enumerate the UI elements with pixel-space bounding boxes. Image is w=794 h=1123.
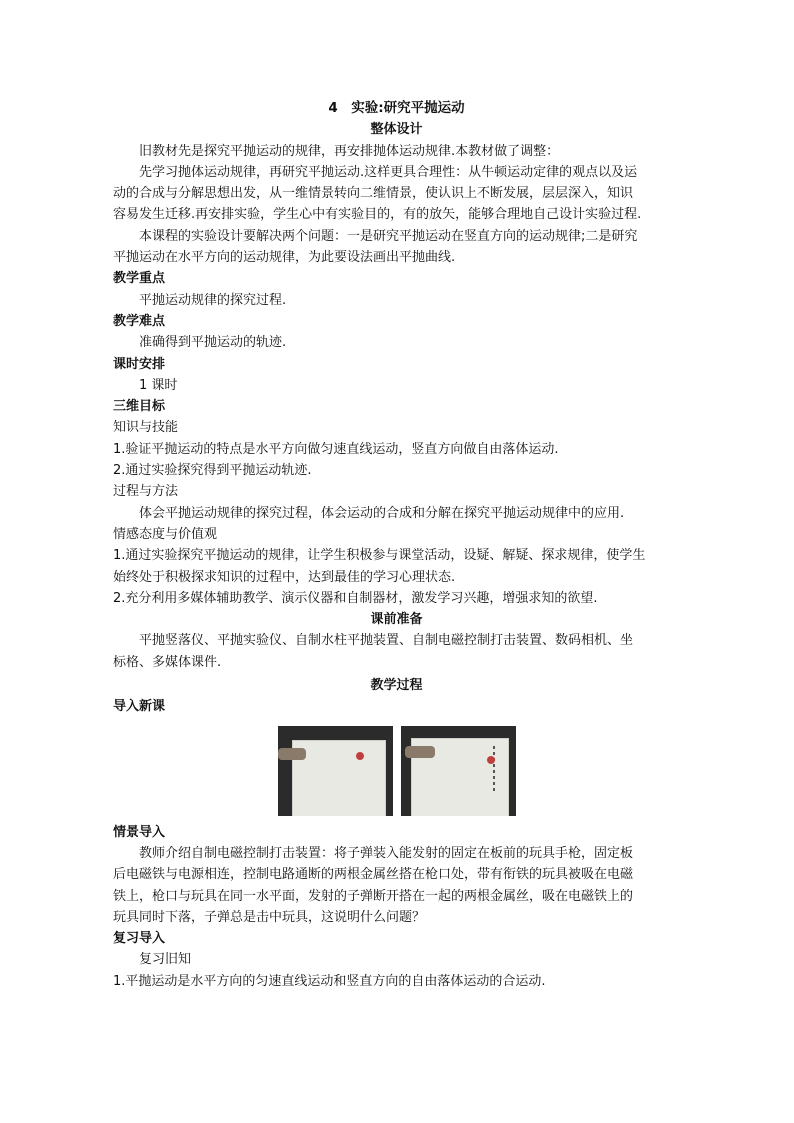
process-text: 体会平抛运动规律的探究过程，体会运动的合成和分解在探究平抛运动规律中的应用. bbox=[139, 505, 625, 521]
scene-line: 玩具同时下落，子弹总是击中玩具，这说明什么问题？ bbox=[113, 909, 426, 925]
intro-line: 平抛运动在水平方向的运动规律，为此要设法画出平抛曲线. bbox=[113, 250, 456, 266]
schedule-heading: 课时安排 bbox=[113, 356, 166, 372]
intro-line: 先学习抛体运动规律，再研究平抛运动.这样更具合理性：从牛顿运动定律的观点以及运 bbox=[139, 164, 638, 180]
difficulty-text: 准确得到平抛运动的轨迹. bbox=[139, 335, 287, 351]
attitude-item: 1.通过实验探究平抛运动的规律，让学生积极参与课堂活动，设疑、解疑、探求规律，使学生 bbox=[113, 548, 646, 564]
knowledge-item: 2.通过实验探究得到平抛运动轨迹. bbox=[113, 463, 312, 479]
knowledge-heading: 知识与技能 bbox=[113, 420, 179, 436]
attitude-heading: 情感态度与价值观 bbox=[113, 526, 218, 542]
scene-line: 后电磁铁与电源相连，控制电路通断的两根金属丝搭在枪口处，带有衔铁的玩具被吸在电磁 bbox=[113, 867, 634, 883]
process-heading: 过程与方法 bbox=[113, 484, 179, 500]
goals-heading: 三维目标 bbox=[113, 399, 166, 415]
document-title: 4 实验:研究平抛运动 bbox=[328, 100, 465, 116]
apparatus-photo-left bbox=[278, 726, 393, 816]
attitude-item: 2.充分利用多媒体辅助教学、演示仪器和自制器材，激发学习兴趣，增强求知的欲望. bbox=[113, 590, 598, 606]
apparatus-photo-right bbox=[401, 726, 516, 816]
document-page bbox=[113, 98, 680, 992]
intro-line: 动的合成与分解思想出发，从一维情景转向二维情景，使认识上不断发展，层层深入，知识 bbox=[113, 186, 634, 202]
difficulty-heading: 教学难点 bbox=[113, 313, 166, 329]
scene-line: 教师介绍自制电磁控制打击装置：将子弹装入能发射的固定在板前的玩具手枪，固定板 bbox=[139, 845, 634, 861]
intro-line: 本课程的实验设计要解决两个问题：一是研究平抛运动在竖直方向的运动规律;二是研究 bbox=[139, 228, 638, 244]
knowledge-item: 1.验证平抛运动的特点是水平方向做匀速直线运动，竖直方向做自由落体运动. bbox=[113, 441, 559, 457]
review-subheading: 复习旧知 bbox=[139, 952, 192, 968]
key-point-text: 平抛运动规律的探究过程. bbox=[139, 292, 287, 308]
intro-lesson-heading: 导入新课 bbox=[113, 699, 166, 715]
key-point-heading: 教学重点 bbox=[113, 271, 166, 287]
intro-line: 容易发生迁移.再安排实验，学生心中有实验目的，有的放矢，能够合理地自己设计实验过程. bbox=[113, 207, 642, 223]
prep-line: 平抛竖落仪、平抛实验仪、自制水柱平抛装置、自制电磁控制打击装置、数码相机、坐 bbox=[139, 633, 634, 649]
prep-heading: 课前准备 bbox=[370, 612, 423, 628]
process-main-heading: 教学过程 bbox=[370, 678, 423, 694]
section-overall-heading: 整体设计 bbox=[370, 122, 423, 138]
review-item: 1.平抛运动是水平方向的匀速直线运动和竖直方向的自由落体运动的合运动. bbox=[113, 973, 546, 989]
apparatus-photos bbox=[113, 726, 680, 816]
scene-line: 铁上，枪口与玩具在同一水平面，发射的子弹断开搭在一起的两根金属丝，吸在电磁铁上的 bbox=[113, 888, 634, 904]
review-heading: 复习导入 bbox=[113, 931, 166, 947]
prep-line: 标格、多媒体课件. bbox=[113, 654, 222, 670]
scene-heading: 情景导入 bbox=[113, 824, 166, 840]
attitude-item: 始终处于积极探求知识的过程中，达到最佳的学习心理状态. bbox=[113, 569, 456, 585]
schedule-text: 1 课时 bbox=[139, 377, 178, 393]
intro-line: 旧教材先是探究平抛运动的规律，再安排抛体运动规律.本教材做了调整： bbox=[139, 143, 560, 159]
